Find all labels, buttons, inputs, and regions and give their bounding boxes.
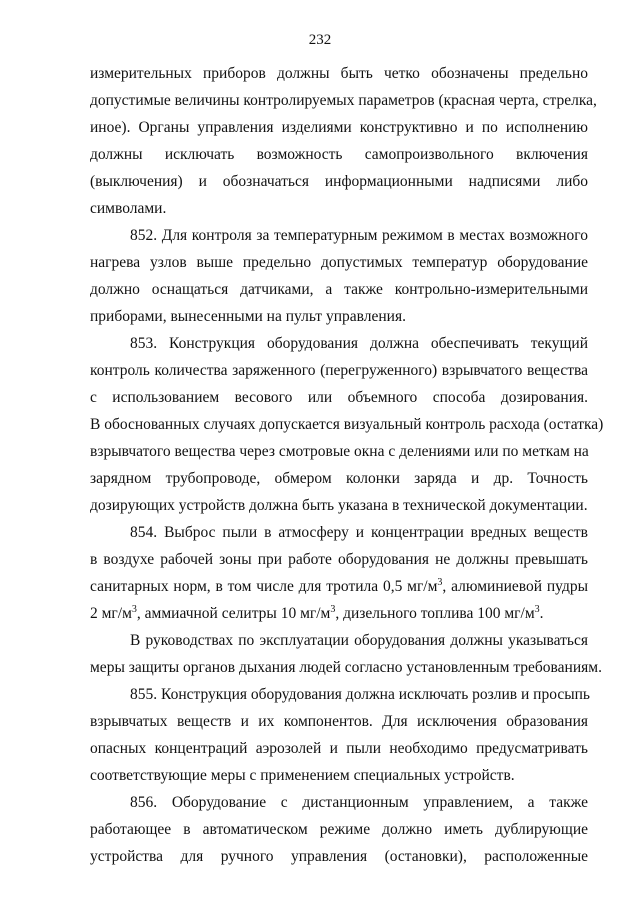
text-segment: . xyxy=(539,605,544,622)
text-line: взрывчатого вещества через смотровые окна с делениями или по меткам на xyxy=(90,443,589,460)
paragraph-856-start: 856. Оборудование с дистанционным управлением, а также xyxy=(130,794,588,811)
paragraph-852-start: 852. Для контроля за температурным режимом в местах возможного xyxy=(130,227,588,244)
text-line xyxy=(90,577,588,597)
text-line: допустимые величины контролируемых параметров (красная черта, стрелка, xyxy=(90,92,597,109)
text-segment: , аммиачной селитры 10 мг/м xyxy=(136,605,331,622)
paragraph-853-start: 853. Конструкция оборудования должна обеспечивать текущий xyxy=(130,335,588,352)
text-line: дозирующих устройств должна быть указана в технической документации. xyxy=(90,497,588,514)
text-line: нагрева узлов выше предельно допустимых температур оборудование xyxy=(90,254,588,271)
text-line: приборами, вынесенными на пульт управления. xyxy=(90,308,406,325)
text-line: В обоснованных случаях допускается визуальный контроль расхода (остатка) xyxy=(90,416,604,433)
paragraph-855-start: 855. Конструкция оборудования должна исключать розлив и просыпь xyxy=(130,686,591,703)
text-segment: 2 мг/м xyxy=(90,605,132,622)
text-line: соответствующие меры с применением специальных устройств. xyxy=(90,767,515,784)
text-line: зарядном трубопроводе, обмером колонки заряда и др. Точность xyxy=(90,470,588,487)
text-segment: , дизельного топлива 100 мг/м xyxy=(335,605,535,622)
page-number: 232 xyxy=(308,32,332,48)
text-line: иное). Органы управления изделиями конструктивно и по исполнению xyxy=(90,119,588,136)
text-line xyxy=(90,604,588,624)
text-line: символами. xyxy=(90,200,167,217)
text-line: с использованием весового или объемного способа дозирования. xyxy=(90,389,588,406)
superscript: 3 xyxy=(330,603,336,615)
text-line: (выключения) и обозначаться информационными надписями либо xyxy=(90,173,588,190)
text-segment: , алюминиевой пудры xyxy=(442,578,588,595)
text-line: опасных концентраций аэрозолей и пыли необходимо предусматривать xyxy=(90,740,588,757)
paragraph-854-start: 854. Выброс пыли в атмосферу и концентрации вредных веществ xyxy=(130,524,588,541)
text-line: измерительных приборов должны быть четко обозначены предельно xyxy=(90,65,588,82)
text-line: контроль количества заряженного (перегруженного) взрывчатого вещества xyxy=(90,362,588,379)
superscript: 3 xyxy=(534,603,540,615)
text-line: работающее в автоматическом режиме должно иметь дублирующие xyxy=(90,821,588,838)
text-line: взрывчатых веществ и их компонентов. Для исключения образования xyxy=(90,713,588,730)
text-line: должны исключать возможность самопроизвольного включения xyxy=(90,146,588,163)
text-line: в воздухе рабочей зоны при работе оборудования не должны превышать xyxy=(90,551,588,568)
text-segment: санитарных норм, в том числе для тротила 0,5 мг/м xyxy=(90,578,438,595)
paragraph-manuals-start: В руководствах по эксплуатации оборудования должны указываться xyxy=(130,632,588,649)
text-line: устройства для ручного управления (остановки), расположенные xyxy=(90,848,588,865)
text-line: должно оснащаться датчиками, а также контрольно-измерительными xyxy=(90,281,588,298)
superscript: 3 xyxy=(131,603,137,615)
superscript: 3 xyxy=(437,576,443,588)
text-line: меры защиты органов дыхания людей согласно установленным требованиям. xyxy=(90,659,602,676)
